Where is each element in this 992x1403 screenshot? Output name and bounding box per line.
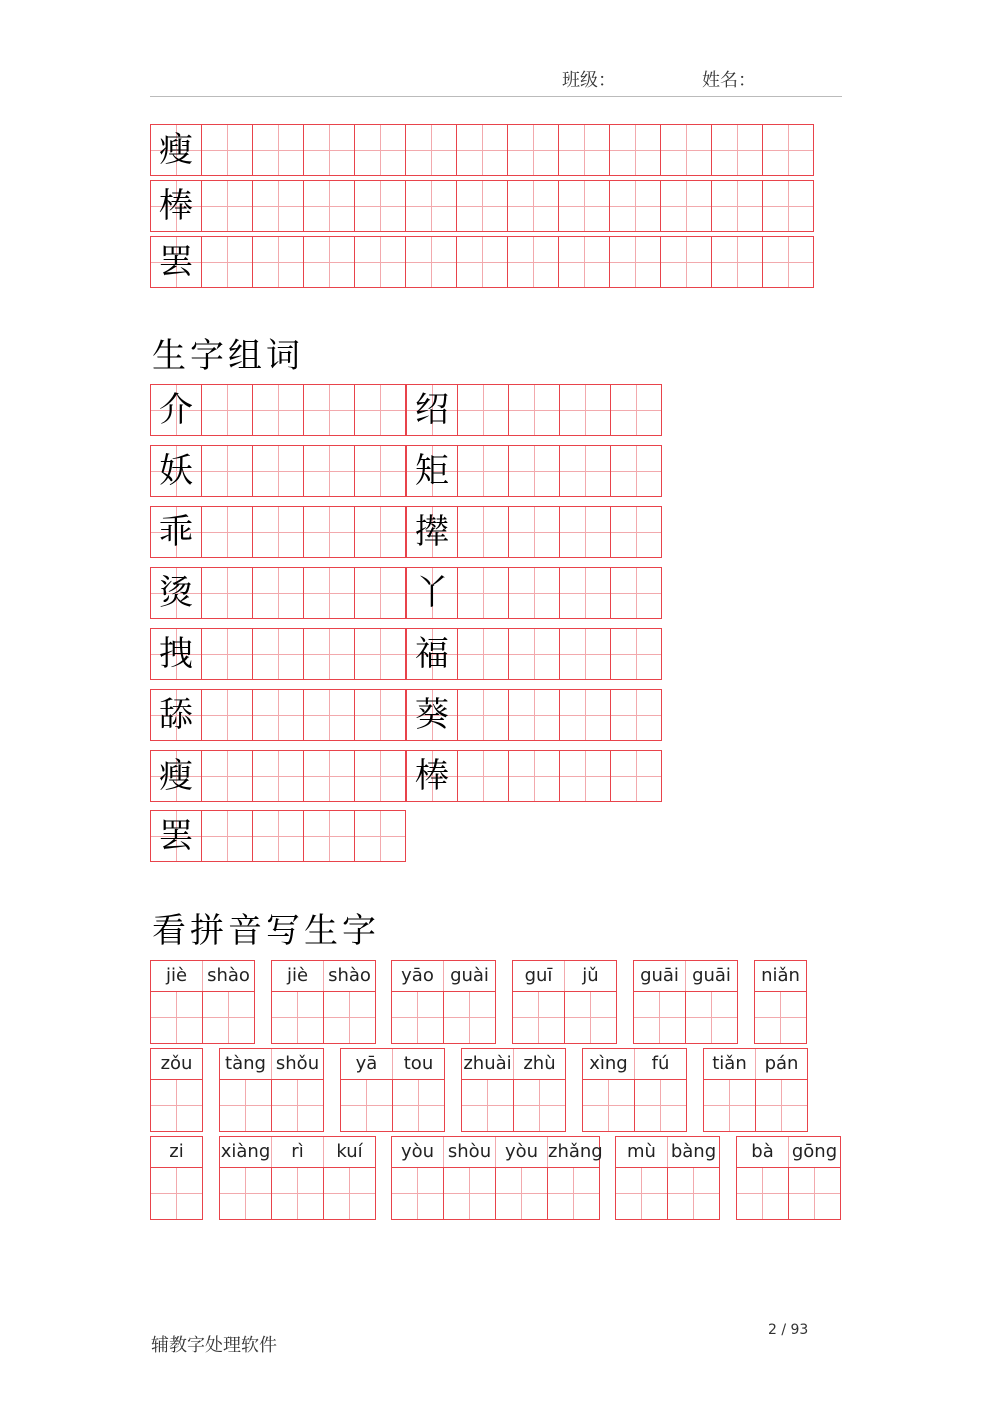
writing-cell [456,180,508,232]
pinyin-writing-group [150,960,255,1044]
practice-row [150,180,813,232]
pinyin-line [392,1137,603,1168]
pinyin-syllable: yā [341,1049,393,1079]
model-character: 棒 [159,186,193,226]
writing-cell [201,236,253,288]
pinyin-syllable: kuí [336,1141,363,1162]
writing-cell [558,180,610,232]
writing-cell [762,124,814,176]
model-character: 葵 [415,695,449,735]
writing-cell [558,236,610,288]
pinyin-line [616,1137,719,1168]
word-group-row-right [406,750,661,802]
pinyin-syllable: bàng [670,1141,717,1162]
pinyin-syllable: bà [737,1137,789,1167]
word-group-row-left [150,810,405,862]
model-character: 福 [415,634,449,674]
writing-cell [354,124,406,176]
writing-cell [635,1080,686,1131]
pinyin-writing-group [219,1048,324,1132]
pinyin-syllable: tou [403,1053,434,1074]
writing-cell [456,124,508,176]
writing-cells [513,992,616,1043]
writing-cells [392,1168,599,1219]
writing-cell [559,445,611,497]
writing-cell [252,506,304,558]
writing-cell [462,1080,514,1131]
pinyin-line [272,961,375,992]
writing-cell [303,124,355,176]
writing-cell [405,236,457,288]
model-character: 介 [159,390,193,430]
writing-cell [252,124,304,176]
writing-cell [609,236,661,288]
pinyin-syllable: rì [272,1137,324,1167]
writing-cell [457,628,509,680]
writing-cell [610,445,662,497]
writing-cells [341,1080,444,1131]
writing-cell [405,180,457,232]
writing-cell [201,384,253,436]
writing-cell [508,628,560,680]
pinyin-writing-group [271,960,376,1044]
writing-cell [201,628,253,680]
pinyin-syllable: xiàng [220,1137,272,1167]
writing-cell [634,992,686,1043]
writing-cells [616,1168,719,1219]
writing-cell [272,1168,324,1219]
writing-cell [303,628,355,680]
writing-cell [392,1168,444,1219]
writing-cell [704,1080,756,1131]
writing-cell [762,180,814,232]
pinyin-writing-group [219,1136,376,1220]
word-group-row-left [150,384,405,436]
pinyin-line [704,1049,807,1080]
model-character: 妖 [159,451,193,491]
pinyin-writing-group [340,1048,445,1132]
char-cell [150,180,202,232]
pinyin-syllable: fú [651,1053,670,1074]
pinyin-writing-group [461,1048,566,1132]
word-group-row-left [150,689,405,741]
writing-cell [354,236,406,288]
writing-cell [201,810,253,862]
writing-cell [151,992,203,1043]
writing-cell [660,236,712,288]
pinyin-writing-group [582,1048,687,1132]
char-cell [406,567,458,619]
writing-cell [583,1080,635,1131]
writing-cell [201,445,253,497]
char-cell [406,750,458,802]
pinyin-syllable: shǒu [275,1053,320,1074]
writing-cell [711,236,763,288]
writing-cell [393,1080,444,1131]
writing-cell [341,1080,393,1131]
writing-cell [762,236,814,288]
writing-cell [303,750,355,802]
writing-cell [252,384,304,436]
writing-cells [737,1168,840,1219]
writing-cell [558,124,610,176]
writing-cell [201,506,253,558]
writing-cell [789,1168,840,1219]
pinyin-line [583,1049,686,1080]
model-character: 棒 [415,756,449,796]
pinyin-syllable: shào [207,965,250,986]
writing-cells [220,1168,375,1219]
pinyin-writing-group [391,960,496,1044]
writing-cell [252,567,304,619]
writing-cell [303,506,355,558]
pinyin-syllable: xìng [583,1049,635,1079]
pinyin-line [341,1049,444,1080]
writing-cells [704,1080,807,1131]
writing-cell [508,689,560,741]
writing-cell [514,1080,565,1131]
writing-cell [252,750,304,802]
writing-cell [496,1168,548,1219]
writing-cell [507,124,559,176]
writing-cell [457,384,509,436]
writing-cell [151,1168,202,1219]
word-group-row-right [406,689,661,741]
pinyin-line [737,1137,840,1168]
writing-cell [252,180,304,232]
writing-cell [559,506,611,558]
writing-cell [610,628,662,680]
writing-cell [559,628,611,680]
char-cell [150,628,202,680]
pinyin-syllable: guī [513,961,565,991]
writing-cells [583,1080,686,1131]
writing-cells [272,992,375,1043]
writing-cells [151,1168,202,1219]
pinyin-syllable: yòu [392,1137,444,1167]
writing-cell [508,567,560,619]
model-character: 撵 [415,512,449,552]
char-cell [150,124,202,176]
pinyin-writing-group [615,1136,720,1220]
word-group-row-left [150,567,405,619]
writing-cell [508,445,560,497]
writing-cell [548,1168,599,1219]
word-group-row-right [406,506,661,558]
pinyin-syllable: zi [169,1141,184,1162]
writing-cell [220,1168,272,1219]
model-character: 瘦 [159,756,193,796]
writing-cell [201,567,253,619]
pinyin-syllable: zhuài [462,1049,514,1079]
word-group-row-right [406,384,661,436]
writing-cell [559,689,611,741]
char-cell [406,445,458,497]
char-cell [150,445,202,497]
pinyin-syllable: shào [328,965,371,986]
writing-cell [324,992,375,1043]
word-group-row-right [406,445,661,497]
writing-cell [507,236,559,288]
pinyin-writing-group [703,1048,808,1132]
pinyin-writing-group [150,1048,203,1132]
char-cell [406,628,458,680]
model-character: 丫 [415,573,449,613]
pinyin-syllable: gōng [791,1141,838,1162]
writing-cell [272,1080,323,1131]
pinyin-line [151,1137,202,1168]
writing-cell [201,124,253,176]
pinyin-syllable: yòu [496,1137,548,1167]
writing-cell [151,1080,202,1131]
char-cell [150,236,202,288]
writing-cell [559,567,611,619]
writing-cell [457,689,509,741]
writing-cell [252,689,304,741]
model-character: 绍 [415,390,449,430]
writing-cell [303,384,355,436]
writing-cell [508,384,560,436]
writing-cell [272,992,324,1043]
writing-cell [354,689,406,741]
pinyin-writing-group [391,1136,603,1220]
practice-row [150,124,813,176]
pinyin-line [513,961,616,992]
pinyin-line [220,1049,323,1080]
pinyin-line [151,961,254,992]
writing-cell [737,1168,789,1219]
writing-cell [457,567,509,619]
model-character: 拽 [159,634,193,674]
writing-cell [609,180,661,232]
writing-cell [609,124,661,176]
writing-cell [457,750,509,802]
word-group-row-right [406,628,661,680]
pinyin-writing-group [736,1136,841,1220]
writing-cell [354,506,406,558]
section-title-pinyin: 看拼音写生字 [152,911,380,951]
writing-cell [686,992,737,1043]
writing-cell [303,567,355,619]
writing-cell [610,506,662,558]
writing-cell [252,236,304,288]
writing-cell [508,750,560,802]
word-group-row-left [150,628,405,680]
pinyin-syllable: yāo [392,961,444,991]
page-number: 2 / 93 [768,1322,809,1338]
pinyin-syllable: guāi [634,961,686,991]
writing-cell [444,1168,496,1219]
pinyin-writing-group [150,1136,203,1220]
pinyin-syllable: guài [450,965,489,986]
char-cell [150,506,202,558]
char-cell [406,506,458,558]
char-cell [406,384,458,436]
pinyin-line [634,961,737,992]
writing-cell [220,1080,272,1131]
writing-cell [354,567,406,619]
writing-cell [660,180,712,232]
writing-cell [201,180,253,232]
writing-cell [668,1168,719,1219]
writing-cell [513,992,565,1043]
name-label: 姓名： [702,70,756,91]
writing-cell [565,992,616,1043]
writing-cell [444,992,495,1043]
writing-cells [151,1080,202,1131]
pinyin-syllable: zǒu [160,1053,193,1074]
writing-cell [354,628,406,680]
writing-cell [610,567,662,619]
pinyin-line [151,1049,202,1080]
writing-cell [201,689,253,741]
pinyin-syllable: mù [616,1137,668,1167]
writing-cells [634,992,737,1043]
writing-cells [220,1080,323,1131]
writing-cell [354,180,406,232]
writing-cell [755,992,806,1043]
pinyin-syllable: niǎn [761,965,800,986]
char-cell [150,567,202,619]
writing-cell [354,750,406,802]
pinyin-writing-group [633,960,738,1044]
pinyin-line [755,961,806,992]
char-cell [150,750,202,802]
writing-cell [610,384,662,436]
writing-cell [354,384,406,436]
writing-cells [755,992,806,1043]
writing-cells [392,992,495,1043]
writing-cell [354,810,406,862]
char-cell [150,810,202,862]
pinyin-writing-group [754,960,807,1044]
writing-cell [610,750,662,802]
writing-cell [610,689,662,741]
word-group-row-left [150,445,405,497]
pinyin-syllable: jiè [272,961,324,991]
word-group-row-left [150,750,405,802]
pinyin-line [462,1049,565,1080]
writing-cell [559,384,611,436]
pinyin-syllable: tiǎn [704,1049,756,1079]
pinyin-writing-group [512,960,617,1044]
writing-cells [462,1080,565,1131]
writing-cell [303,236,355,288]
char-cell [406,689,458,741]
model-character: 罢 [159,242,193,282]
writing-cell [456,236,508,288]
writing-cell [252,445,304,497]
writing-cell [303,445,355,497]
writing-cell [616,1168,668,1219]
writing-cell [303,689,355,741]
writing-cell [457,506,509,558]
pinyin-syllable: zhù [523,1053,556,1074]
writing-cell [457,445,509,497]
writing-cell [711,124,763,176]
class-label: 班级： [562,70,616,91]
writing-cell [324,1168,375,1219]
writing-cell [303,180,355,232]
writing-cell [201,750,253,802]
writing-cell [711,180,763,232]
writing-cell [508,506,560,558]
pinyin-line [220,1137,375,1168]
pinyin-syllable: pán [764,1053,799,1074]
practice-row [150,236,813,288]
pinyin-line [392,961,495,992]
writing-cells [151,992,254,1043]
writing-cell [252,628,304,680]
model-character: 罢 [159,816,193,856]
writing-cell [392,992,444,1043]
word-group-row-right [406,567,661,619]
pinyin-syllable: jǔ [582,965,599,986]
writing-cell [660,124,712,176]
char-cell [150,689,202,741]
writing-cell [756,1080,807,1131]
writing-cell [252,810,304,862]
footer-software-name: 辅教字处理软件 [151,1335,277,1356]
model-character: 烫 [159,573,193,613]
word-group-row-left [150,506,405,558]
writing-cell [405,124,457,176]
writing-cell [303,810,355,862]
pinyin-syllable: tàng [220,1049,272,1079]
writing-cell [507,180,559,232]
model-character: 瘦 [159,130,193,170]
pinyin-syllable: shòu [444,1137,496,1167]
pinyin-syllable: jiè [151,961,203,991]
char-cell [150,384,202,436]
writing-cell [354,445,406,497]
pinyin-syllable: zhǎng [548,1141,603,1162]
writing-cell [203,992,254,1043]
pinyin-syllable: guāi [692,965,731,986]
model-character: 乖 [159,512,193,552]
model-character: 舔 [159,695,193,735]
model-character: 矩 [415,451,449,491]
writing-cell [559,750,611,802]
header-divider [150,96,842,97]
section-title-word-groups: 生字组词 [152,336,304,376]
